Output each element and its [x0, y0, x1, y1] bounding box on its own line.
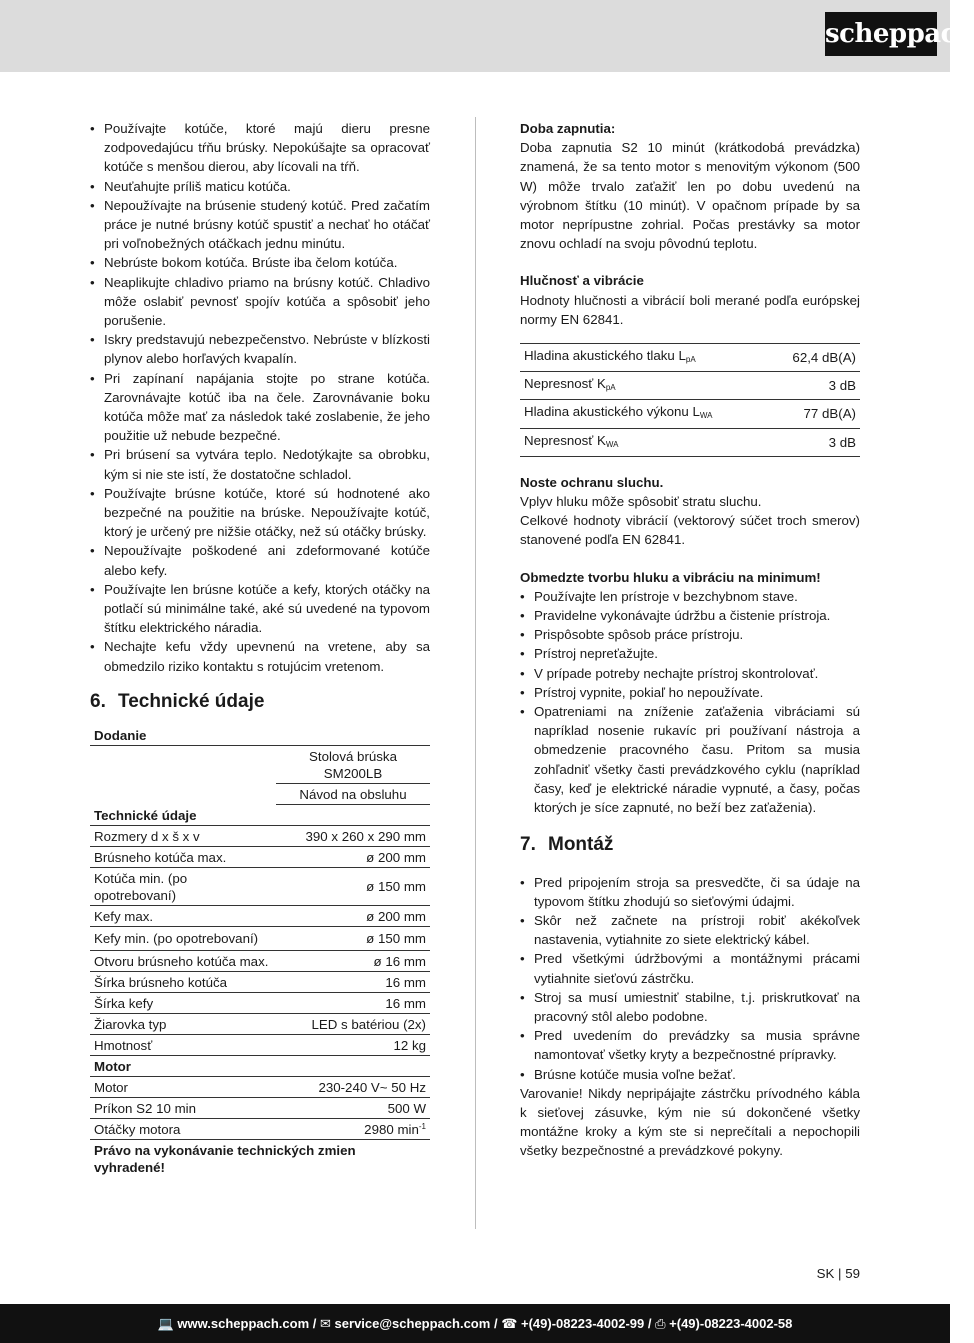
noise-title: Hlučnosť a vibrácie	[520, 273, 644, 289]
mail-icon: ✉	[320, 1316, 331, 1331]
table-cell	[276, 1119, 430, 1140]
table-cell: Otáčky motora	[90, 1119, 276, 1140]
footer-bar	[0, 1304, 950, 1343]
column-divider	[475, 117, 476, 1229]
table-row	[90, 784, 430, 805]
table-cell: Hmotnosť	[90, 1035, 276, 1056]
list-item: • Používajte len brúsne kotúče a kefy, ktorých otáčky na potlačí sú minimálne také, aké sú uvedené na typovom štítku elektrického náradia.	[90, 580, 430, 638]
table-cell: ø 150 mm	[276, 927, 430, 951]
table-cell	[520, 344, 769, 372]
warning-text: Varovanie! Nikdy nepripájajte zástrčku prívodného kábla k sieťovej zásuvke, kým nie sú dokončené všetky montážne kroky a kým ste si neprečítali a nepochopili všetky bezpečnostné a prevádzkové pokyny.	[520, 1085, 860, 1159]
table-cell: 500 W	[276, 1098, 430, 1119]
list-item: • Iskry predstavujú nebezpečenstvo. Nebrúste v blízkosti plynov alebo horľavých kvapalín.	[90, 330, 430, 368]
table-cell: 390 x 260 x 290 mm	[276, 826, 430, 847]
section-number: 7.	[520, 834, 536, 856]
hearing-protection-title: Noste ochranu sluchu.	[520, 474, 664, 490]
page-number: SK | 59	[816, 1266, 860, 1281]
footer-separator: /	[493, 1316, 498, 1331]
section-title: Technické údaje	[118, 690, 265, 712]
table-cell: Šírka kefy	[90, 993, 276, 1014]
table-cell: 3 dB	[769, 372, 860, 400]
list-item: • Neuťahujte príliš maticu kotúča.	[90, 177, 430, 196]
section-7-heading	[520, 835, 860, 854]
section-number: 6.	[90, 690, 106, 712]
table-cell: ø 200 mm	[276, 847, 430, 868]
footer-fax: +(49)-08223-4002-58	[669, 1316, 793, 1331]
table-cell: ø 150 mm	[276, 868, 430, 906]
footer-email-link[interactable]: service@scheppach.com	[334, 1316, 491, 1331]
table-row	[90, 746, 430, 784]
list-item: • Používajte brúsne kotúče, ktoré sú hodnotené ako bezpečné na použitie na brúske. Nepoužívajte kotúč, ktorý je určený pre nižšie otáčky, než sú otáčky brúsky.	[90, 484, 430, 542]
noise-text: Hodnoty hlučnosti a vibrácií boli merané podľa európskej normy EN 62841.	[520, 292, 860, 327]
table-row	[90, 868, 430, 906]
table-cell: Stolová brúska SM200LB	[276, 746, 430, 784]
noise-subscript: WA	[605, 439, 619, 449]
table-cell: 16 mm	[276, 972, 430, 993]
table-cell: Otvoru brúsneho kotúča max.	[90, 951, 276, 972]
noise-subscript: WA	[699, 411, 713, 421]
list-item: • Pred uvedením do prevádzky sa musia správne namontovať všetky kryty a bezpečnostné prípravky.	[520, 1026, 860, 1064]
vibration-text: Celkové hodnoty vibrácií (vektorový súčet troch smerov) stanovené podľa EN 62841.	[520, 513, 860, 548]
table-row	[90, 951, 430, 972]
table-cell: 230-240 V~ 50 Hz	[276, 1077, 430, 1098]
list-item: • Používajte len prístroje v bezchybnom stave.	[520, 587, 860, 606]
rpm-exponent: -1	[418, 1121, 426, 1131]
table-cell: Kotúča min. (po opotrebovaní)	[90, 868, 276, 906]
table-row	[520, 344, 860, 372]
table-cell: 62,4 dB(A)	[769, 344, 860, 372]
list-item: • Nechajte kefu vždy upevnenú na vretene, aby sa obmedzilo riziko kontaktu s rotujúcim vretenom.	[90, 637, 430, 675]
noise-label: Hladina akustického výkonu L	[524, 404, 700, 420]
list-item: • Pravidelne vykonávajte údržbu a čistenie prístroja.	[520, 606, 860, 625]
table-row	[90, 1014, 430, 1035]
technical-data-table	[90, 725, 430, 1177]
table-note: Právo na vykonávanie technických zmien vyhradené!	[94, 1142, 356, 1175]
list-item: • Pri zapínaní napájania stojte po strane kotúča. Zarovnávajte kotúč iba na čele. Zarovnávanie boku kotúča môže mať za následok také zoslabenie, že jeho použitie už nebude bezpečné.	[90, 369, 430, 446]
table-cell: 12 kg	[276, 1035, 430, 1056]
table-section-label: Dodanie	[90, 725, 430, 746]
table-row	[90, 906, 430, 927]
table-row	[90, 847, 430, 868]
table-row	[90, 1035, 430, 1056]
list-item: • Brúsne kotúče musia voľne bežať.	[520, 1065, 860, 1084]
table-cell: Kefy min. (po opotrebovaní)	[90, 927, 276, 951]
noise-subscript: pA	[685, 355, 696, 365]
table-row	[90, 805, 430, 826]
fax-icon: ⎙	[655, 1316, 666, 1331]
table-cell: Žiarovka typ	[90, 1014, 276, 1035]
noise-label: Hladina akustického tlaku L	[524, 348, 686, 364]
table-cell: ø 200 mm	[276, 906, 430, 927]
table-cell	[520, 372, 769, 400]
footer-separator: /	[312, 1316, 317, 1331]
hearing-text: Vplyv hluku môže spôsobiť stratu sluchu.	[520, 494, 762, 510]
table-cell: LED s batériou (2x)	[276, 1014, 430, 1035]
footer-website-link[interactable]: www.scheppach.com	[177, 1316, 310, 1331]
noise-label: Nepresnosť K	[524, 432, 606, 448]
table-cell: ø 16 mm	[276, 951, 430, 972]
section-6-heading	[90, 692, 430, 711]
table-row	[90, 1056, 430, 1077]
table-cell: 77 dB(A)	[769, 400, 860, 428]
rpm-value: 2980 min	[364, 1121, 419, 1137]
list-item: • V prípade potreby nechajte prístroj skontrolovať.	[520, 664, 860, 683]
list-item: • Stroj sa musí umiestniť stabilne, t.j. priskrutkovať na pracovný stôl alebo podobne.	[520, 988, 860, 1026]
table-row	[520, 400, 860, 428]
table-cell	[520, 400, 769, 428]
table-row	[90, 826, 430, 847]
section-title: Montáž	[548, 834, 614, 856]
list-item: • Používajte kotúče, ktoré majú dieru presne zodpovedajúcu tŕňu brúsky. Nepokúšajte sa opracovať kotúče s menšou dierou, aby lícovali na tŕň.	[90, 119, 430, 177]
noise-label: Nepresnosť K	[524, 376, 606, 392]
minimize-title: Obmedzte tvorbu hluku a vibráciu na minimum!	[520, 569, 821, 585]
computer-icon: 💻	[157, 1316, 174, 1331]
list-item: • Pri brúsení sa vytvára teplo. Nedotýkajte sa obrobku, kým si nie ste istí, že dostatočne schladol.	[90, 445, 430, 483]
header-band	[0, 0, 950, 72]
footer-separator: /	[647, 1316, 652, 1331]
table-row	[90, 1140, 430, 1178]
list-item: • Prístroj nepreťažujte.	[520, 644, 860, 663]
noise-table	[520, 343, 860, 457]
table-section-label: Technické údaje	[90, 805, 430, 826]
table-row	[90, 993, 430, 1014]
table-row	[90, 972, 430, 993]
list-item: • Nepoužívajte na brúsenie studený kotúč. Pred začatím práce je nutné brúsny kotúč spustiť a nechať ho otáčať pri voľnobežných otáčkach jednu minútu.	[90, 196, 430, 254]
table-cell: Príkon S2 10 min	[90, 1098, 276, 1119]
table-cell	[520, 428, 769, 456]
table-cell: 16 mm	[276, 993, 430, 1014]
table-row	[90, 927, 430, 951]
duty-cycle-text: Doba zapnutia S2 10 minút (krátkodobá prevádzka) znamená, že sa tento motor s menovitým výkonom (500 W) môže trvalo zaťažiť len po dobu uvedenú na výrobnom štítku (10 minút). V opačnom prípade by sa motor neprípustne zohrial. Počas prestávky sa motor znovu ochladí na svoju pôvodnú teplotu.	[520, 140, 860, 252]
footer-phone: +(49)-08223-4002-99	[521, 1316, 645, 1331]
minimize-bullet-list	[520, 587, 860, 817]
safety-bullet-list	[90, 119, 430, 676]
table-cell: Motor	[90, 1077, 276, 1098]
list-item: • Skôr než začnete na prístroji robiť akékoľvek nastavenia, vytiahnite zo siete elektrický kábel.	[520, 911, 860, 949]
table-row	[90, 1098, 430, 1119]
table-cell: Brúsneho kotúča max.	[90, 847, 276, 868]
list-item: • Prístroj vypnite, pokiaľ ho nepoužívate.	[520, 683, 860, 702]
assembly-bullet-list	[520, 873, 860, 1084]
list-item: • Pred pripojením stroja sa presvedčte, či sa údaje na typovom štítku zhodujú so sieťovými údajmi.	[520, 873, 860, 911]
table-cell: Šírka brúsneho kotúča	[90, 972, 276, 993]
right-column	[520, 119, 860, 1161]
table-cell: 3 dB	[769, 428, 860, 456]
table-row	[520, 428, 860, 456]
list-item: • Pred všetkými údržbovými a montážnymi prácami vytiahnite sieťovú zástrčku.	[520, 949, 860, 987]
duty-cycle-title: Doba zapnutia:	[520, 121, 616, 136]
table-section-label: Motor	[90, 1056, 430, 1077]
table-row	[90, 1119, 430, 1140]
table-row	[90, 725, 430, 746]
phone-icon: ☎	[501, 1316, 518, 1331]
list-item: • Opatreniami na zníženie zaťaženia vibráciami sú napríklad nosenie rukavíc pri používaní nástroja a obmedzenie pracovného času. Pritom sa musia zohľadniť všetky časti prevádzkového cyklu (napríklad časy, keď je elektrické náradie vypnuté, a časy, počas ktorých je síce zapnuté, no beží bez zaťaženia).	[520, 702, 860, 817]
list-item: • Nebrúste bokom kotúča. Brúste iba čelom kotúča.	[90, 253, 430, 272]
left-column	[90, 119, 430, 1177]
table-row	[90, 1077, 430, 1098]
scheppach-logo: scheppach	[825, 12, 937, 56]
list-item: • Nepoužívajte poškodené ani zdeformované kotúče alebo kefy.	[90, 541, 430, 579]
page-language: SK	[816, 1266, 835, 1281]
table-cell: Rozmery d x š x v	[90, 826, 276, 847]
table-row	[520, 372, 860, 400]
list-item: • Neaplikujte chladivo priamo na brúsny kotúč. Chladivo môže oslabiť pevnosť spojív kotúča a spôsobiť jeho porušenie.	[90, 273, 430, 331]
noise-subscript: pA	[605, 383, 616, 393]
table-cell: Návod na obsluhu	[276, 784, 430, 805]
list-item: • Prispôsobte spôsob práce prístroju.	[520, 625, 860, 644]
page-number-value: 59	[845, 1266, 860, 1281]
table-cell: Kefy max.	[90, 906, 276, 927]
